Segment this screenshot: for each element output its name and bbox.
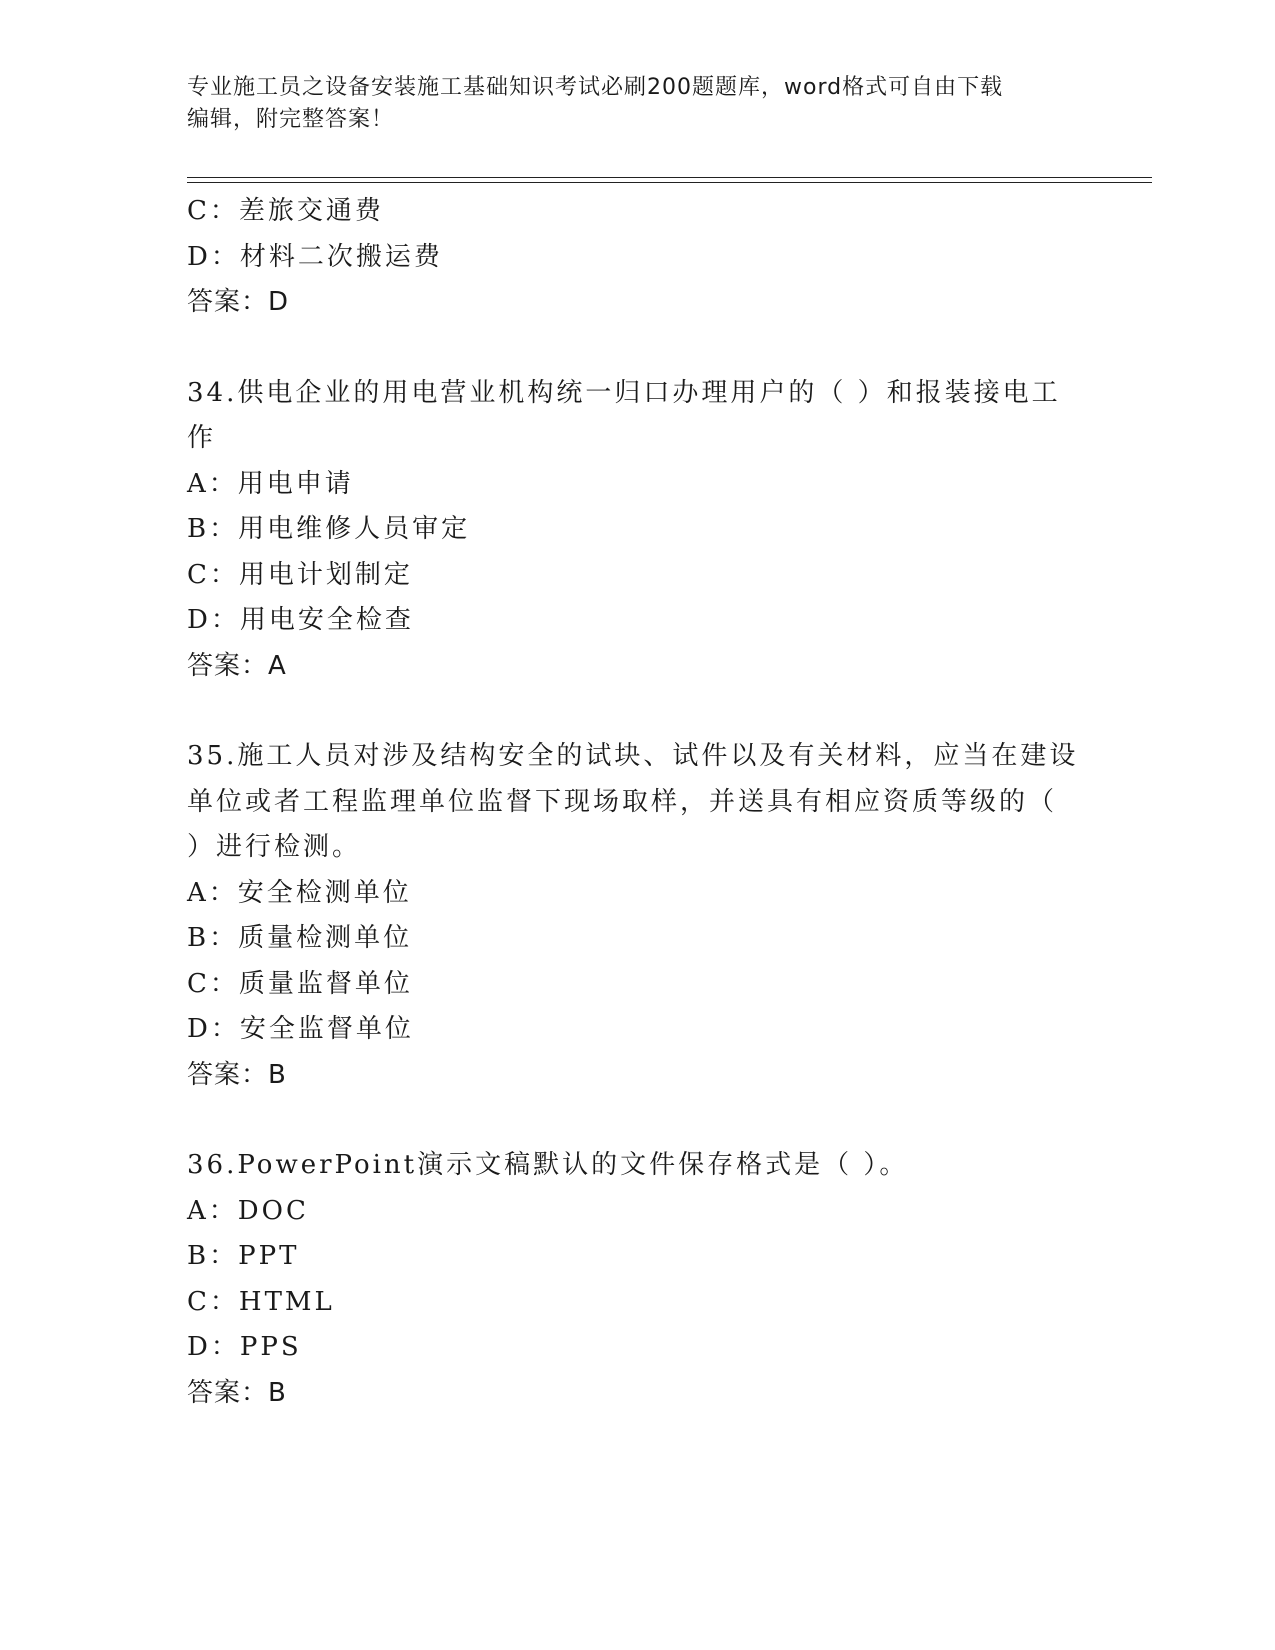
question-list	[187, 189, 1087, 1416]
answer: 答案：A	[187, 650, 287, 681]
document-header	[187, 72, 1067, 136]
answer: 答案：D	[187, 287, 290, 317]
question-35	[187, 734, 1087, 1098]
option-d: D：材料二次搬运费	[187, 241, 443, 272]
question-stem: 35.施工人员对涉及结构安全的试块、试件以及有关材料，应当在建设	[187, 741, 1079, 771]
question-stem: 34.供电企业的用电营业机构统一归口办理用户的（ ）和报装接电工	[187, 377, 1061, 408]
answer: 答案：B	[187, 1377, 287, 1408]
option-b: B：质量检测单位	[187, 923, 413, 953]
option-a: A：安全检测单位	[187, 877, 412, 908]
question-stem-cont: 作	[187, 423, 217, 453]
question-33	[187, 189, 1087, 326]
question-stem-cont: ）进行检测。	[187, 832, 362, 862]
option-d: D：PPS	[187, 1332, 302, 1362]
option-a: A：用电申请	[187, 468, 354, 499]
option-c: C：HTML	[187, 1286, 335, 1317]
option-a: A：DOC	[187, 1195, 309, 1226]
option-b: B：PPT	[187, 1241, 300, 1271]
header-title-line-2: 编辑，附完整答案！	[187, 107, 395, 132]
spacer	[187, 326, 1087, 371]
option-c: C：用电计划制定	[187, 559, 413, 590]
header-title-line-1: 专业施工员之设备安装施工基础知识考试必刷200题题库，word格式可自由下载	[187, 75, 1004, 100]
spacer	[187, 1098, 1087, 1143]
option-b: B：用电维修人员审定	[187, 514, 471, 544]
question-34	[187, 371, 1087, 690]
question-stem: 36.PowerPoint演示文稿默认的文件保存格式是（ ）。	[187, 1150, 909, 1180]
header-divider-top	[187, 177, 1152, 178]
question-stem-cont: 单位或者工程监理单位监督下现场取样，并送具有相应资质等级的（	[187, 786, 1058, 817]
spacer	[187, 689, 1087, 734]
option-c: C：差旅交通费	[187, 196, 384, 226]
header-divider-bottom	[187, 182, 1152, 183]
answer: 答案：B	[187, 1059, 287, 1090]
option-d: D：用电安全检查	[187, 605, 414, 635]
question-36	[187, 1143, 1087, 1416]
option-c: C：质量监督单位	[187, 968, 413, 999]
option-d: D：安全监督单位	[187, 1014, 414, 1044]
